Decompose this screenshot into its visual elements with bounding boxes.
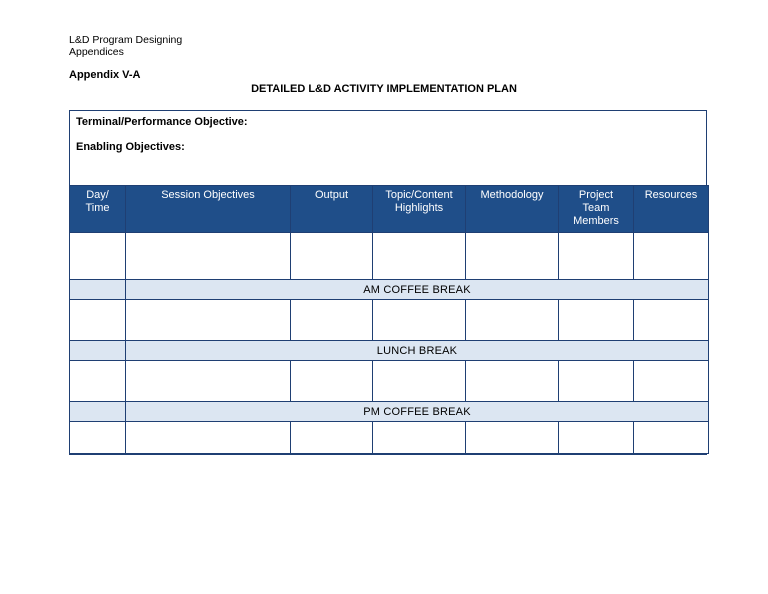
appendix-label: Appendix V-A bbox=[69, 69, 141, 81]
table-cell[interactable] bbox=[291, 361, 373, 402]
table-cell[interactable] bbox=[634, 422, 709, 454]
table-row bbox=[70, 300, 709, 341]
column-header-label: Day/ Time bbox=[85, 189, 110, 214]
column-header-label: Topic/Content Highlights bbox=[385, 189, 453, 214]
table-row bbox=[70, 233, 709, 280]
page-title: DETAILED L&D ACTIVITY IMPLEMENTATION PLAN bbox=[251, 83, 517, 95]
table-cell[interactable] bbox=[634, 361, 709, 402]
table-cell[interactable] bbox=[70, 300, 126, 341]
enabling-objectives-label: Enabling Objectives: bbox=[76, 141, 185, 153]
column-header-label: Project Team Members bbox=[573, 189, 619, 227]
pm-coffee-break-label: PM COFFEE BREAK bbox=[126, 402, 709, 422]
lunch-break-label: LUNCH BREAK bbox=[126, 341, 709, 361]
table-cell[interactable] bbox=[291, 300, 373, 341]
document-header-line-2: Appendices bbox=[69, 46, 124, 58]
column-header-project-team bbox=[559, 186, 634, 233]
table-header-row bbox=[70, 186, 709, 233]
table-cell[interactable] bbox=[126, 300, 291, 341]
table-cell[interactable] bbox=[559, 300, 634, 341]
table-cell[interactable] bbox=[373, 300, 466, 341]
table-cell[interactable] bbox=[559, 422, 634, 454]
column-header-label: Output bbox=[314, 189, 349, 201]
activity-plan-table bbox=[69, 185, 709, 454]
column-header-methodology bbox=[466, 186, 559, 233]
column-header-label: Resources bbox=[644, 189, 698, 201]
table-cell[interactable] bbox=[126, 361, 291, 402]
column-header-day-time bbox=[70, 186, 126, 233]
am-coffee-break-label: AM COFFEE BREAK bbox=[126, 280, 709, 300]
column-header-label: Session Objectives bbox=[161, 189, 255, 201]
table-cell[interactable] bbox=[559, 361, 634, 402]
terminal-objective-label: Terminal/Performance Objective: bbox=[76, 116, 248, 128]
document-header-line-1: L&D Program Designing bbox=[69, 34, 183, 46]
table-cell[interactable] bbox=[466, 422, 559, 454]
table-row bbox=[70, 422, 709, 454]
table-cell bbox=[70, 402, 126, 422]
table-cell[interactable] bbox=[559, 233, 634, 280]
table-cell[interactable] bbox=[126, 233, 291, 280]
table-cell[interactable] bbox=[373, 422, 466, 454]
table-cell[interactable] bbox=[291, 422, 373, 454]
table-cell[interactable] bbox=[126, 422, 291, 454]
table-cell[interactable] bbox=[373, 233, 466, 280]
table-cell bbox=[70, 341, 126, 361]
pm-coffee-break-row bbox=[70, 402, 709, 422]
column-header-topic-content bbox=[373, 186, 466, 233]
column-header-resources bbox=[634, 186, 709, 233]
table-cell[interactable] bbox=[634, 233, 709, 280]
lunch-break-row bbox=[70, 341, 709, 361]
table-cell[interactable] bbox=[291, 233, 373, 280]
am-coffee-break-row bbox=[70, 280, 709, 300]
table-cell[interactable] bbox=[70, 422, 126, 454]
table-cell[interactable] bbox=[466, 300, 559, 341]
table-cell bbox=[70, 280, 126, 300]
column-header-label: Methodology bbox=[480, 189, 544, 201]
table-cell[interactable] bbox=[70, 233, 126, 280]
table-cell[interactable] bbox=[466, 361, 559, 402]
table-cell[interactable] bbox=[70, 361, 126, 402]
column-header-session-objectives bbox=[126, 186, 291, 233]
table-cell[interactable] bbox=[373, 361, 466, 402]
table-row bbox=[70, 361, 709, 402]
table-cell[interactable] bbox=[634, 300, 709, 341]
column-header-output bbox=[291, 186, 373, 233]
implementation-plan-box bbox=[69, 110, 707, 455]
table-cell[interactable] bbox=[466, 233, 559, 280]
